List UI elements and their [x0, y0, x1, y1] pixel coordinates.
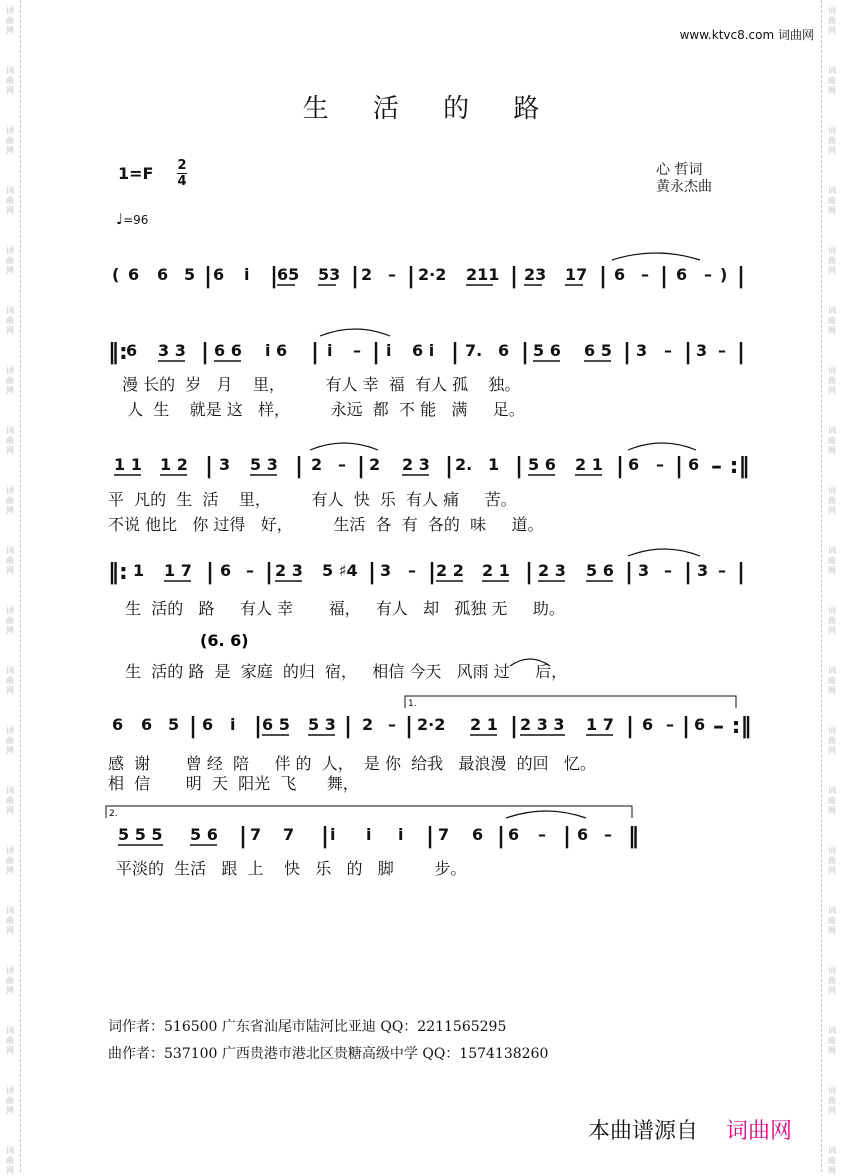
- watermark-mark: 词 曲 网: [6, 606, 14, 635]
- time-bottom: 4: [177, 174, 187, 189]
- watermark-mark: 词 曲 网: [828, 906, 836, 935]
- barline: |: [270, 264, 279, 289]
- lyricist-credit: 心 哲词: [656, 162, 703, 178]
- barline: |: [445, 454, 454, 479]
- note: 65: [277, 265, 300, 284]
- note: –: [388, 715, 396, 734]
- note: 2 2: [436, 561, 464, 580]
- barline: |: [426, 824, 435, 849]
- barline: ‖:: [108, 560, 128, 585]
- note: (: [112, 265, 120, 284]
- note: 5 6: [533, 341, 561, 360]
- note: –: [388, 265, 396, 284]
- barline: |: [321, 824, 330, 849]
- note: 6: [126, 341, 138, 360]
- watermark-mark: 词 曲 网: [828, 126, 836, 155]
- note: i: [230, 715, 236, 734]
- note: 1: [488, 455, 500, 474]
- barline: |: [405, 714, 414, 739]
- note: 2 3: [275, 561, 303, 580]
- watermark-mark: 词 曲 网: [828, 546, 836, 575]
- barline: |: [206, 560, 215, 585]
- barline: |: [311, 340, 320, 365]
- slur: [320, 329, 390, 336]
- watermark-mark: 词 曲 网: [6, 1026, 14, 1055]
- note: 2 1: [482, 561, 510, 580]
- barline: |: [737, 264, 746, 289]
- note: 6: [694, 715, 706, 734]
- lyricist-info: 词作者：516500 广东省汕尾市陆河比亚迪 QQ：2211565295: [108, 1019, 507, 1035]
- watermark-mark: 词 曲 网: [828, 6, 836, 35]
- slur: [310, 443, 378, 450]
- watermark-mark: 词 曲 网: [828, 66, 836, 95]
- watermark-mark: 词 曲 网: [828, 1146, 836, 1175]
- note: i: [244, 265, 250, 284]
- barline: |: [497, 824, 506, 849]
- note: 6 6: [214, 341, 242, 360]
- note: 1 2: [160, 455, 188, 474]
- note: 6: [577, 825, 589, 844]
- watermark-mark: 词 曲 网: [6, 546, 14, 575]
- note: i: [386, 341, 392, 360]
- note: 1 7: [164, 561, 192, 580]
- barline: |: [599, 264, 608, 289]
- watermark-mark: 词 曲 网: [828, 666, 836, 695]
- barline: |: [368, 560, 377, 585]
- watermark-mark: 词 曲 网: [6, 1146, 14, 1175]
- lyric-line: 相 信 明 天 阳光 飞 舞，: [108, 774, 359, 793]
- note: 6: [128, 265, 140, 284]
- watermark-mark: 词 曲 网: [828, 1026, 836, 1055]
- watermark-mark: 词 曲 网: [828, 366, 836, 395]
- note: 2: [369, 455, 381, 474]
- note: 6: [676, 265, 688, 284]
- note: 6: [202, 715, 214, 734]
- watermark-mark: 词 曲 网: [6, 786, 14, 815]
- barline: |: [684, 560, 693, 585]
- barline: |: [521, 340, 530, 365]
- note: 6 i: [412, 341, 435, 360]
- watermark-mark: 词 曲 网: [6, 726, 14, 755]
- note: –: [641, 265, 649, 284]
- watermark-mark: 词 曲 网: [6, 846, 14, 875]
- note: 3 3: [158, 341, 186, 360]
- site-link[interactable]: www.ktvc8.com 词曲网: [679, 28, 814, 42]
- barline: |: [626, 714, 635, 739]
- lyric-line: 漫 长的 岁 月 里， 有人 幸 福 有人 孤 独。: [122, 375, 521, 394]
- watermark-mark: 词 曲 网: [6, 126, 14, 155]
- barline: – :‖: [713, 714, 752, 739]
- note: 1 7: [586, 715, 614, 734]
- note: 6: [628, 455, 640, 474]
- note: –: [408, 561, 416, 580]
- barline: |: [563, 824, 572, 849]
- barline: |: [525, 560, 534, 585]
- note: 6 5: [584, 341, 612, 360]
- lyric-line: 生 活的 路 有人 幸 福， 有人 却 孤独 无 助。: [120, 599, 565, 618]
- note: 2 1: [575, 455, 603, 474]
- barline: |: [344, 714, 353, 739]
- watermark-mark: 词 曲 网: [6, 366, 14, 395]
- watermark-mark: 词 曲 网: [828, 246, 836, 275]
- watermark-mark: 词 曲 网: [6, 246, 14, 275]
- barline: |: [205, 454, 214, 479]
- barline: |: [660, 264, 669, 289]
- note: 3: [638, 561, 650, 580]
- source-name[interactable]: 词曲网: [726, 1119, 793, 1144]
- barline: |: [684, 340, 693, 365]
- barline: |: [254, 714, 263, 739]
- note: 5 6: [528, 455, 556, 474]
- note: 2 1: [470, 715, 498, 734]
- barline: |: [204, 264, 213, 289]
- volta-number: 2.: [109, 809, 118, 819]
- note: –: [718, 561, 726, 580]
- note: 6: [472, 825, 484, 844]
- source-label: 本曲谱源自: [588, 1119, 699, 1144]
- slur: [612, 253, 700, 260]
- note: 17: [565, 265, 588, 284]
- barline: – :‖: [711, 454, 750, 479]
- note: 3: [697, 561, 709, 580]
- barline: |: [201, 340, 210, 365]
- note: 7.: [465, 341, 483, 360]
- note: 6: [112, 715, 124, 734]
- note: 2 3: [402, 455, 430, 474]
- note: 7: [283, 825, 295, 844]
- song-title: 生 活 的 路: [302, 94, 558, 124]
- watermark-mark: 词 曲 网: [6, 6, 14, 35]
- slur: [628, 549, 700, 556]
- note: 6: [688, 455, 700, 474]
- barline: |: [351, 264, 360, 289]
- note: –: [664, 341, 672, 360]
- time-top: 2: [177, 158, 187, 173]
- lyric-line: 感 谢 曾 经 陪 伴 的 人， 是 你 给我 最浪漫 的回 忆。: [108, 754, 596, 773]
- note: 23: [524, 265, 547, 284]
- lyric-line: 平 凡的 生 活 里， 有人 快 乐 有人 痛 苦。: [108, 490, 517, 509]
- barline: |: [737, 340, 746, 365]
- barline: |: [515, 454, 524, 479]
- quarter-note-icon: ♩: [116, 210, 124, 228]
- barline: |: [510, 264, 519, 289]
- barline: |: [239, 824, 248, 849]
- note: 2·2: [418, 265, 447, 284]
- watermark-mark: 词 曲 网: [6, 186, 14, 215]
- barline: |: [675, 454, 684, 479]
- watermark-mark: 词 曲 网: [828, 606, 836, 635]
- note: –: [718, 341, 726, 360]
- note: 211: [466, 265, 500, 284]
- note: 2.: [455, 455, 473, 474]
- barline: ‖:: [108, 340, 128, 365]
- note: 2: [311, 455, 323, 474]
- note: 5 ♯4: [322, 561, 358, 580]
- barline: |: [616, 454, 625, 479]
- note: 7: [250, 825, 262, 844]
- lyric-line: 平淡的 生活 跟 上 快 乐 的 脚 步。: [116, 859, 467, 878]
- watermark-mark: 词 曲 网: [6, 306, 14, 335]
- note: 6 5: [262, 715, 290, 734]
- tempo-value: =96: [123, 213, 149, 227]
- note: i: [398, 825, 404, 844]
- note: –: [338, 455, 346, 474]
- note: 6: [508, 825, 520, 844]
- watermark-mark: 词 曲 网: [828, 846, 836, 875]
- watermark-mark: 词 曲 网: [6, 426, 14, 455]
- note: –: [353, 341, 361, 360]
- watermark-mark: 词 曲 网: [828, 786, 836, 815]
- lyric-line: 不说 他比 你 过得 好， 生活 各 有 各的 味 道。: [108, 515, 544, 534]
- note: i: [330, 825, 336, 844]
- barline: |: [357, 454, 366, 479]
- note: 3: [219, 455, 231, 474]
- note: 2: [361, 265, 373, 284]
- note: 2·2: [417, 715, 446, 734]
- note: –: [704, 265, 712, 284]
- slur: [628, 443, 696, 450]
- barline: ‖: [628, 824, 639, 849]
- watermark-mark: 词 曲 网: [828, 726, 836, 755]
- note: 2 3: [538, 561, 566, 580]
- slur: [506, 811, 586, 818]
- note: –: [666, 715, 674, 734]
- barline: |: [737, 560, 746, 585]
- volta-number: 1.: [408, 699, 417, 709]
- barline: |: [428, 560, 437, 585]
- note: 1 1: [114, 455, 142, 474]
- barline: |: [625, 560, 634, 585]
- note: 2 3 3: [520, 715, 565, 734]
- note: 3: [696, 341, 708, 360]
- note: 5 6: [190, 825, 218, 844]
- note: 6: [498, 341, 510, 360]
- note: ): [720, 265, 728, 284]
- note: –: [538, 825, 546, 844]
- volta-bracket: [106, 806, 632, 818]
- note: 6: [614, 265, 626, 284]
- composer-credit: 黄永杰曲: [656, 179, 712, 195]
- barline: |: [623, 340, 632, 365]
- barline: |: [451, 340, 460, 365]
- barline: |: [407, 264, 416, 289]
- watermark-mark: 词 曲 网: [6, 666, 14, 695]
- note: 5: [168, 715, 180, 734]
- barline: |: [265, 560, 274, 585]
- note: 3: [380, 561, 392, 580]
- note: 2: [362, 715, 374, 734]
- note: 6: [141, 715, 153, 734]
- key-signature: 1=F: [118, 164, 154, 183]
- note: 6: [642, 715, 654, 734]
- note: –: [246, 561, 254, 580]
- watermark-mark: 词 曲 网: [6, 66, 14, 95]
- note: –: [656, 455, 664, 474]
- note: 7: [438, 825, 450, 844]
- watermark-mark: 词 曲 网: [828, 186, 836, 215]
- watermark-mark: 词 曲 网: [6, 966, 14, 995]
- note: i 6: [265, 341, 288, 360]
- watermark-mark: 词 曲 网: [828, 1086, 836, 1115]
- composer-info: 曲作者：537100 广西贵港市港北区贵糖高级中学 QQ：1574138260: [108, 1046, 549, 1062]
- barline: |: [372, 340, 381, 365]
- note: 1: [133, 561, 145, 580]
- watermark-mark: 词 曲 网: [6, 1086, 14, 1115]
- note: –: [664, 561, 672, 580]
- note: –: [604, 825, 612, 844]
- watermark-mark: 词 曲 网: [6, 906, 14, 935]
- barline: |: [510, 714, 519, 739]
- watermark-mark: 词 曲 网: [828, 426, 836, 455]
- barline: |: [189, 714, 198, 739]
- note: 5 6: [586, 561, 614, 580]
- note: 5 5 5: [118, 825, 163, 844]
- alternate-notes: (6. 6): [200, 631, 249, 650]
- note: i: [327, 341, 333, 360]
- lyric-line: 人 生 就是 这 样， 永远 都 不 能 满 足。: [122, 400, 525, 419]
- watermark-mark: 词 曲 网: [828, 486, 836, 515]
- watermark-mark: 词 曲 网: [828, 306, 836, 335]
- watermark-mark: 词 曲 网: [828, 966, 836, 995]
- lyric-line: 生 活的 路 是 家庭 的归 宿， 相信 今天 风雨 过 后，: [120, 662, 568, 681]
- barline: |: [682, 714, 691, 739]
- note: 53: [318, 265, 341, 284]
- note: 5 3: [250, 455, 278, 474]
- note: i: [366, 825, 372, 844]
- note: 6: [157, 265, 169, 284]
- note: 6: [220, 561, 232, 580]
- note: 5 3: [308, 715, 336, 734]
- note: 3: [636, 341, 648, 360]
- note: 5: [184, 265, 196, 284]
- barline: |: [295, 454, 304, 479]
- note: 6: [213, 265, 225, 284]
- watermark-mark: 词 曲 网: [6, 486, 14, 515]
- volta-bracket: [405, 696, 736, 708]
